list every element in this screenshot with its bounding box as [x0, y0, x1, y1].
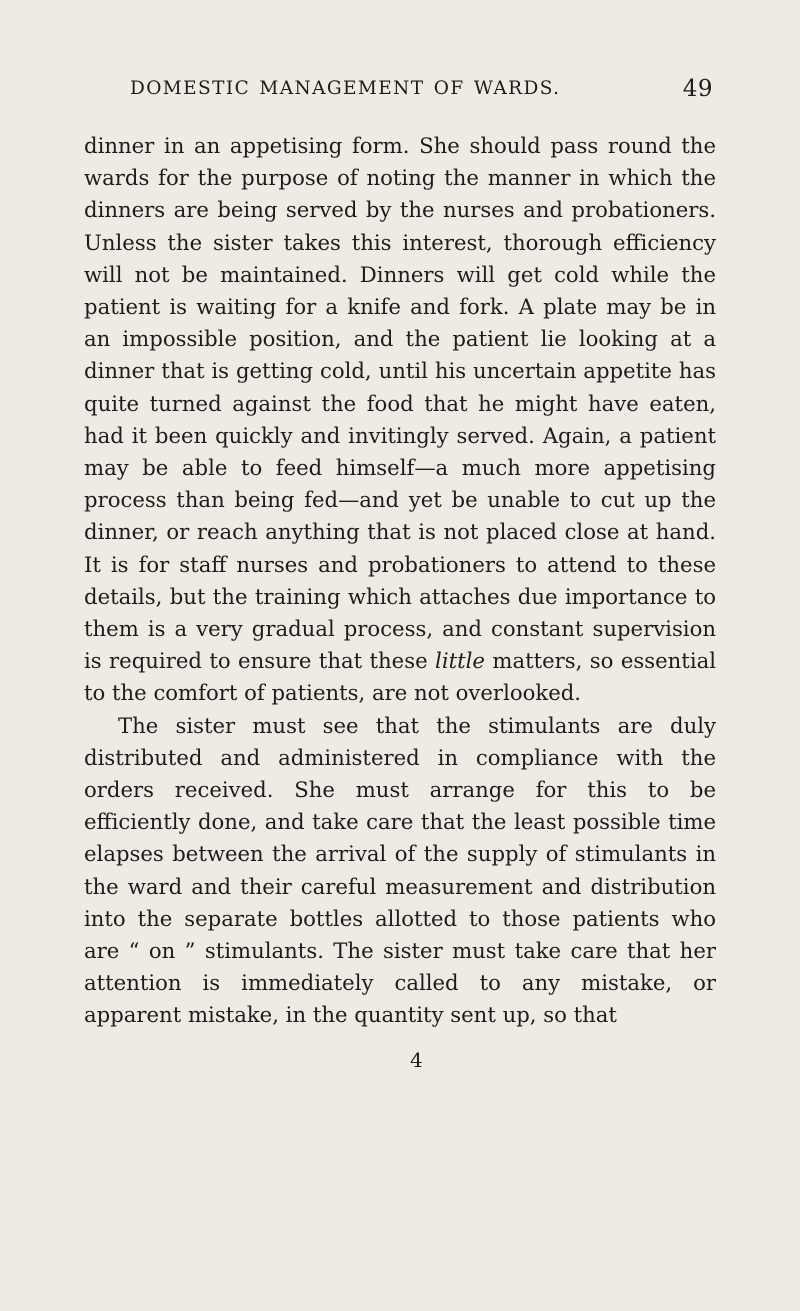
body-text: [84, 130, 716, 1032]
emphasis-text: little: [435, 648, 485, 674]
signature-mark: 4: [410, 1048, 423, 1072]
text-segment: dinner in an appetising form. She should pass round the wards for the purpose of noting the manner in which the dinners are being served by the nurses and probationers. Unless the sister takes this interest, thorough efficiency will not be maintained. Dinners will get cold while the patient is waiting for a knife and fork. A plate may be in an impossible position, and the patient lie looking at a dinner that is getting cold, until his uncertain appetite has quite turned against the food that he might have eaten, had it been quickly and invitingly served. Again, a patient may be able to feed himself—a much more appetising process than being fed—and yet be unable to cut up the dinner, or reach anything that is not placed close at hand. It is for staff nurses and probationers to attend to these details, but the training which attaches due importance to them is a very gradual process, and constant supervision is required to ensure that these: [84, 133, 716, 674]
paragraph: [84, 710, 716, 1032]
paragraph: [84, 130, 716, 710]
text-segment: The sister must see that the stimulants are duly distributed and administered in compliance with the orders received. She must arrange for this to be efficiently done, and take care that the least possible time elapses between the arrival of the supply of stimulants in the ward and their careful measurement and distribution into the separate bottles allotted to those patients who are “ on ” stimulants. The sister must take care that her attention is immediately called to any mistake, or apparent mistake, in the quantity sent up, so that: [84, 712, 716, 1028]
page-number: 49: [682, 76, 713, 102]
text-segment: matters, so essential to the comfort of patients, are not overlooked.: [84, 648, 717, 706]
running-title: DOMESTIC MANAGEMENT OF WARDS.: [130, 78, 561, 99]
running-head: [88, 76, 713, 112]
